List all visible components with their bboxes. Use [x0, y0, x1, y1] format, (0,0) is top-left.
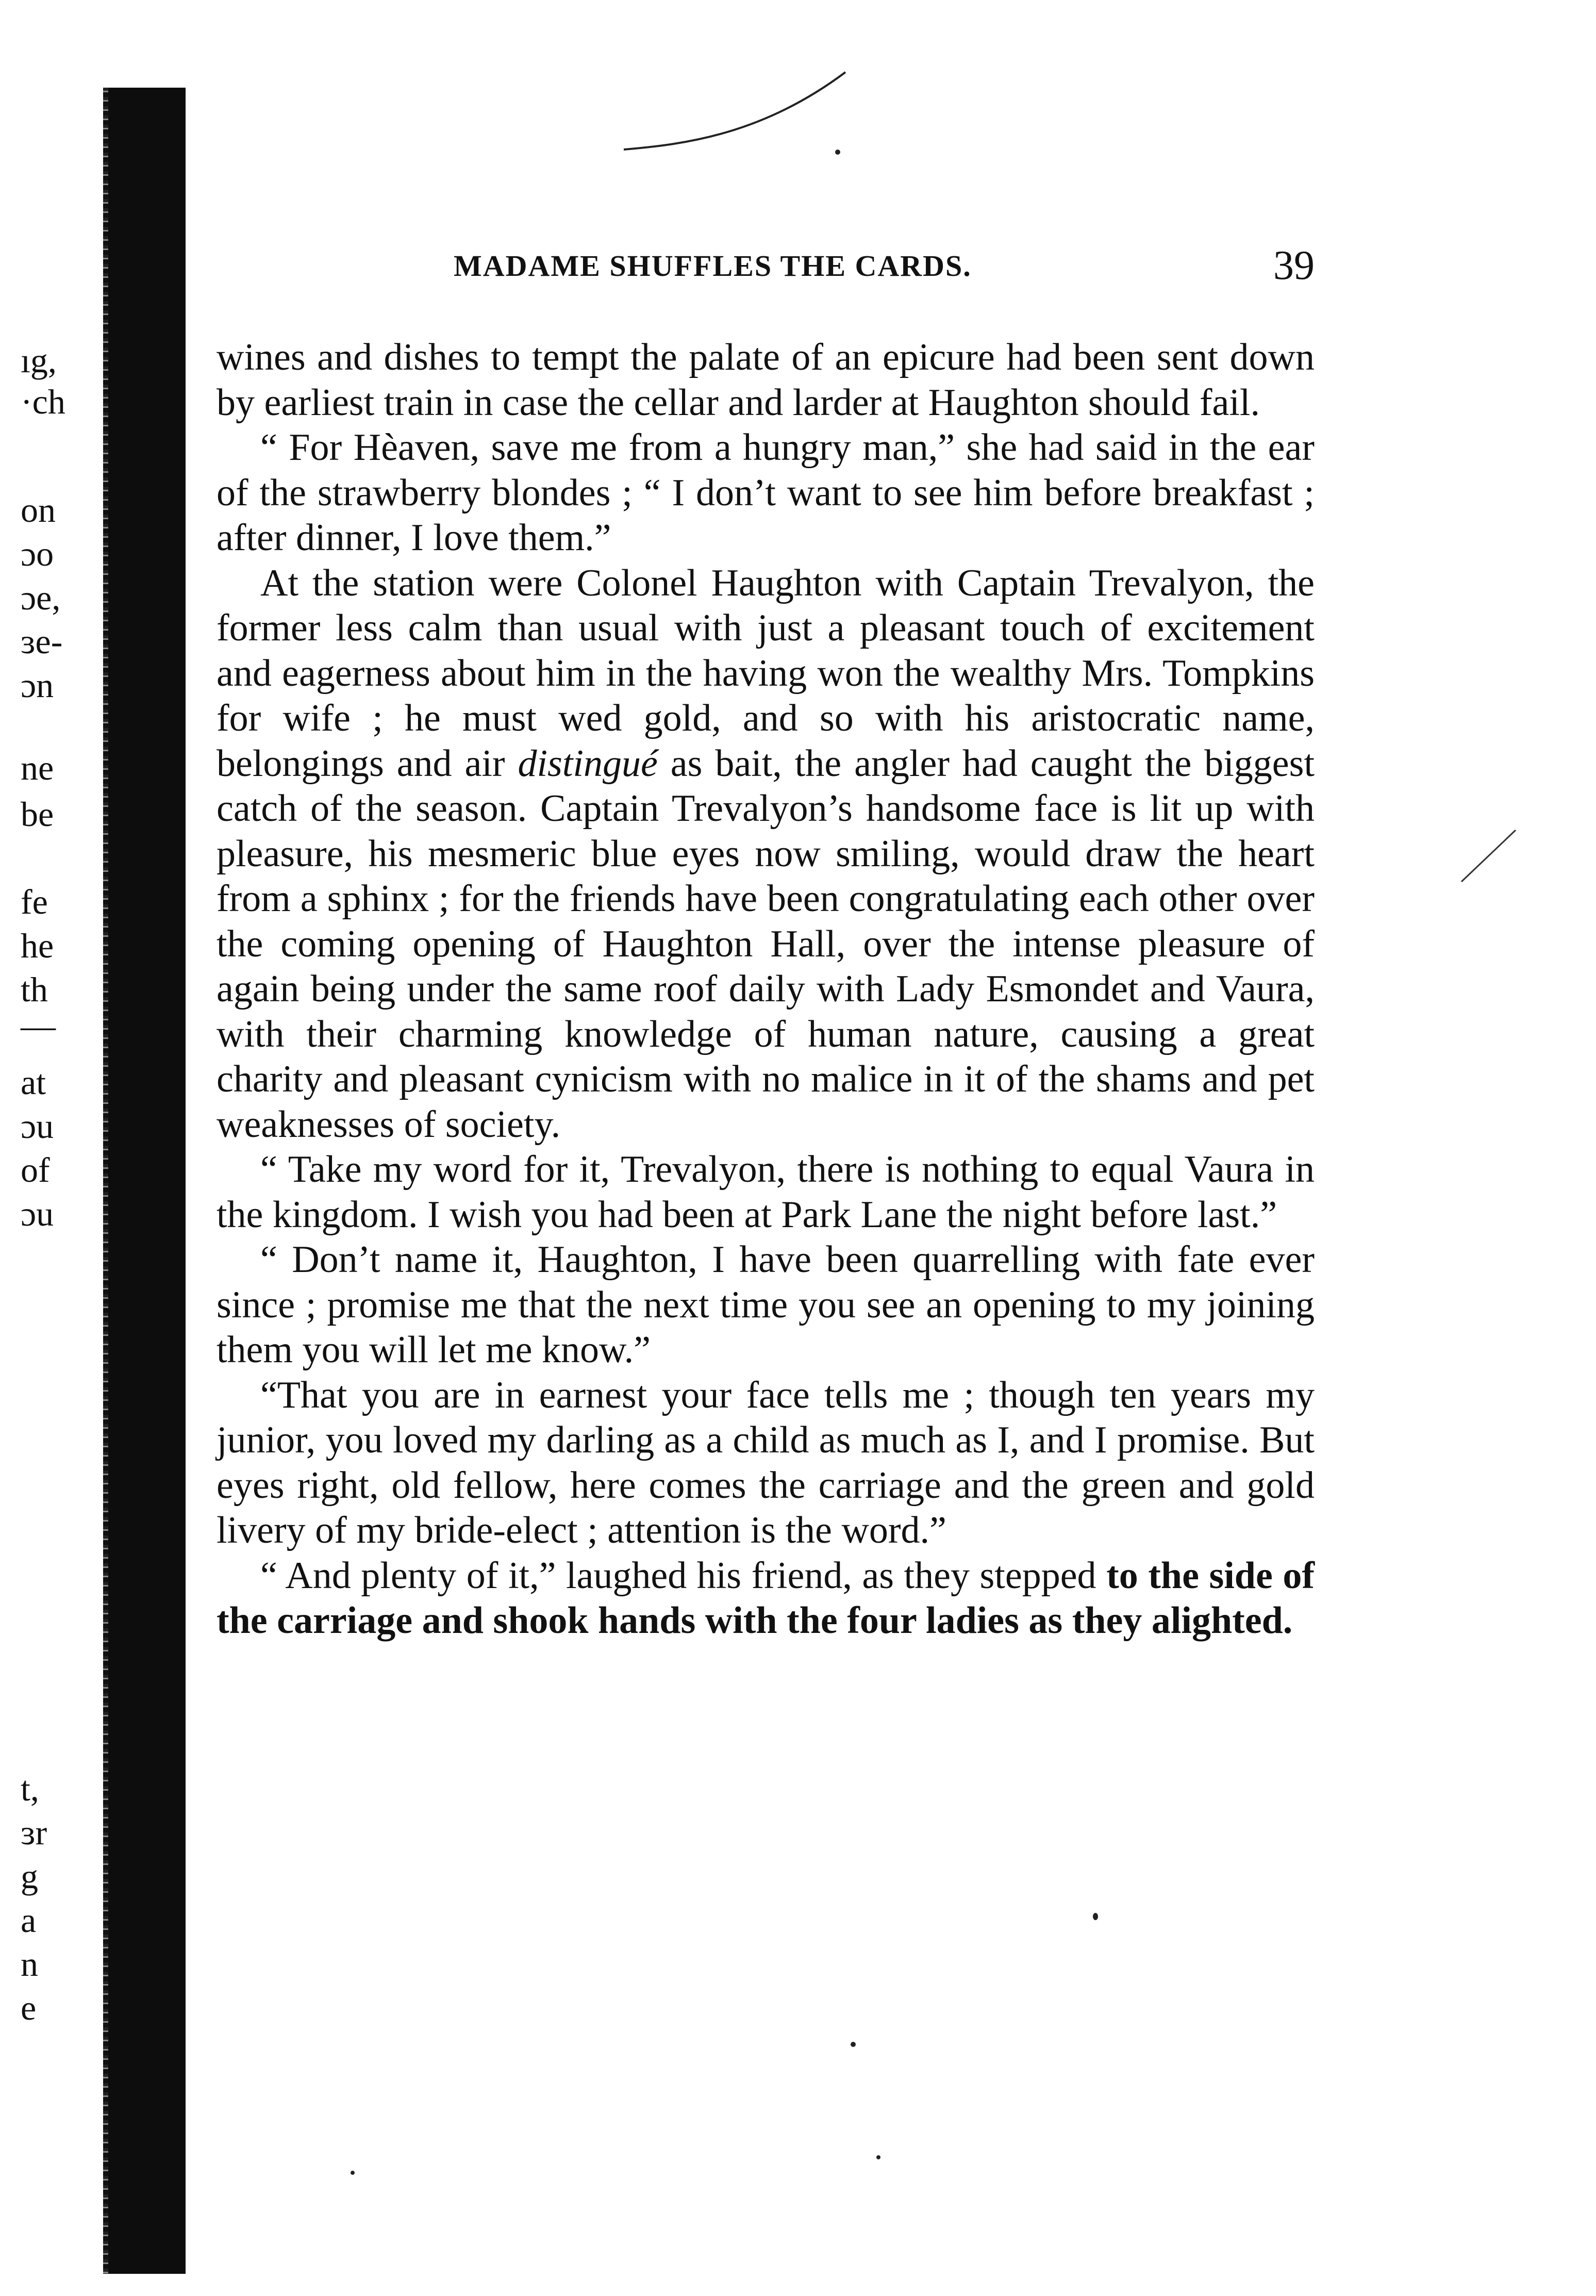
last-paragraph [217, 1554, 1315, 1644]
ink-speck [835, 150, 840, 155]
ink-speck [851, 2042, 856, 2047]
pen-stroke-mark [1459, 825, 1521, 887]
italic-phrase: distingué [518, 742, 658, 785]
paragraph: “ For Hèaven, save me from a hungry man,” she had said in the ear of the strawberry blondes ; “ I don’t want to see him before breakfast ; after dinner, I love them.” [217, 426, 1315, 559]
page-body [217, 335, 1315, 1644]
paragraph: wines and dishes to tempt the palate of an epicure had been sent down by earliest train in case the cellar and larder at Haughton should fail. [217, 336, 1315, 424]
paragraph: “That you are in earnest your face tells me ; though ten years my junior, you loved my darling as a child as much as I, and I promise. But eyes right, old fellow, here comes the carriage and the green and gold livery of my bride-elect ; attention is the word.” [217, 1374, 1315, 1551]
ink-speck [876, 2155, 880, 2159]
fragment: ɔe, [21, 578, 61, 617]
ink-speck [351, 2171, 355, 2175]
fragment: ɔu [21, 1194, 54, 1233]
paragraph: “ Take my word for it, Trevalyon, there is nothing to equal Vaura in the kingdom. I wish you had been at Park Lane the night before last.” [217, 1148, 1315, 1236]
last-paragraph-bold-tail: to the side of the carriage and shook hands with the four ladies as they alighted. [217, 1554, 1315, 1642]
fragment: e [21, 1988, 37, 2027]
fragment: ɜe- [21, 622, 63, 661]
paragraph: At the station were Colonel Haughton with Captain Trevalyon, the former less calm than usual with just a pleasant touch of excitement and eagerness about him in the having won the wealthy Mrs. Tompkins for wife ; he must wed gold, and so with his aristocratic name, belongings and air distingué as bait, the angler had caught the biggest catch of the season. Captain Trevalyon’s handsome face is lit up with pleasure, his mesmeric blue eyes now smiling, would draw the heart from a sphinx ; for the friends have been congratulating each other over the coming opening of Haughton Hall, over the intense pleasure of again being under the same roof daily with Lady Esmondet and Vaura, with their charming knowledge of human nature, causing a great charity and pleasant cynicism with no malice in it of the shams and pet weaknesses of society. [217, 561, 1315, 1146]
page-number: 39 [1273, 243, 1315, 288]
fragment: ne [21, 748, 54, 787]
fragment: ıg, [21, 341, 57, 380]
fragment: — [21, 1006, 56, 1045]
fragment: fe [21, 882, 48, 921]
fragment: th [21, 970, 48, 1009]
fragment: ·ch [21, 382, 65, 421]
fragment: on [21, 490, 56, 530]
fragment: ɔu [21, 1106, 54, 1146]
fragment: a [21, 1901, 37, 1940]
fragment: of [21, 1150, 50, 1190]
last-paragraph-start: “ And plenty of it,” laughed his friend, as they stepped [260, 1554, 1107, 1597]
fragment: g [21, 1857, 38, 1896]
pen-stroke-mark [608, 62, 866, 165]
fragment: t, [21, 1769, 39, 1808]
binding-shadow [108, 88, 186, 2274]
page-header [454, 242, 1315, 299]
fragment: n [21, 1944, 38, 1984]
fragment: ɜr [21, 1813, 47, 1852]
fragment: be [21, 795, 54, 834]
ink-speck [1093, 1913, 1098, 1920]
paragraph: “ Don’t name it, Haughton, I have been quarrelling with fate ever since ; promise me that the next time you see an opening to my joining them you will let me know.” [217, 1238, 1315, 1371]
fragment: ɔo [21, 534, 54, 573]
fragment: at [21, 1063, 46, 1102]
running-head: MADAME SHUFFLES THE CARDS. [454, 249, 972, 283]
fragment: ɔn [21, 666, 54, 705]
fragment: he [21, 926, 54, 965]
